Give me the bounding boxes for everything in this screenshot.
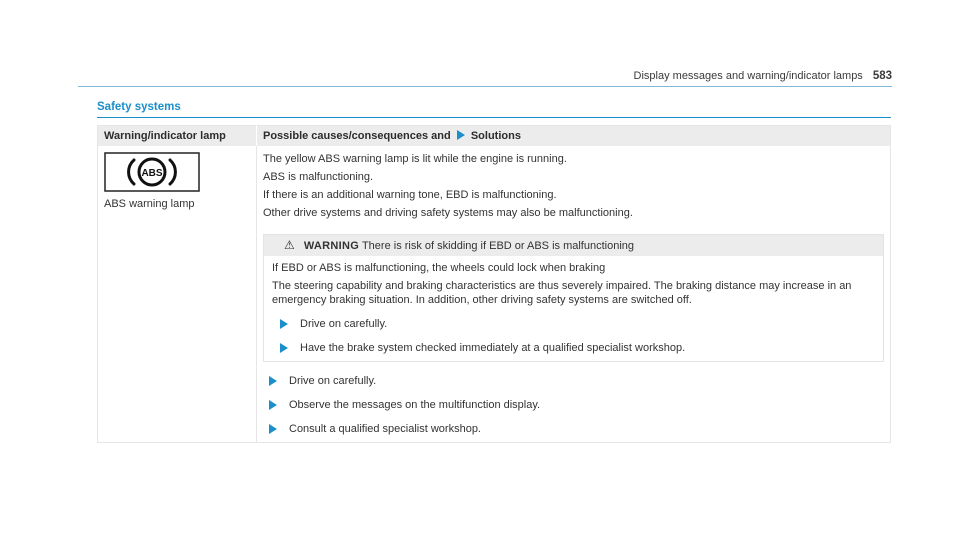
step-arrow-icon [269, 376, 277, 386]
warning-lamp-table [97, 125, 891, 443]
warning-step-text: Have the brake system checked immediately at a qualified specialist workshop. [300, 342, 686, 354]
column-header-lamp: Warning/indicator lamp [98, 126, 257, 147]
solution-step-text: Drive on carefully. [289, 375, 377, 387]
running-header [634, 70, 892, 82]
cause-line: The yellow ABS warning lamp is lit while the engine is running. [263, 153, 567, 165]
warning-text: The steering capability and braking characteristics are thus severely impaired. The braking distance may increase in an emergency braking situation. In addition, other driving safety systems are switched off. [272, 280, 852, 306]
warning-step-text: Drive on carefully. [300, 318, 388, 330]
running-title: Display messages and warning/indicator lamps [633, 70, 863, 82]
solution-step [269, 398, 884, 412]
column-header-causes-prefix: Possible causes/consequences and [263, 130, 451, 142]
warning-title: There is risk of skidding if EBD or ABS is malfunctioning [361, 240, 635, 252]
solution-arrow-icon [457, 130, 465, 140]
warning-label: WARNING [303, 240, 360, 252]
solution-step-text: Consult a qualified specialist workshop. [289, 423, 481, 435]
column-header-causes-suffix: Solutions [470, 130, 521, 142]
step-arrow-icon [280, 319, 288, 329]
step-arrow-icon [280, 343, 288, 353]
svg-text:ABS: ABS [141, 168, 163, 179]
lamp-label: ABS warning lamp [104, 198, 195, 210]
step-arrow-icon [269, 400, 277, 410]
warning-header [264, 235, 883, 256]
column-header-causes [257, 126, 891, 147]
section-rule [97, 117, 891, 118]
step-arrow-icon [269, 424, 277, 434]
header-rule [78, 86, 892, 87]
causes-cell [257, 146, 891, 443]
section-title: Safety systems [97, 101, 181, 113]
cause-line: Other drive systems and driving safety systems may also be malfunctioning. [263, 207, 633, 219]
lamp-cell [98, 146, 257, 443]
warning-triangle-icon: ⚠ [284, 238, 295, 252]
cause-line: If there is an additional warning tone, EBD is malfunctioning. [263, 189, 557, 201]
solution-step [269, 374, 884, 388]
table-row [98, 146, 891, 443]
warning-body [264, 256, 883, 361]
warning-box [263, 234, 884, 362]
warning-text: If EBD or ABS is malfunctioning, the wheels could lock when braking [272, 262, 606, 274]
table-header-row [98, 126, 891, 147]
solution-step-text: Observe the messages on the multifunction display. [289, 399, 541, 411]
page-number: 583 [872, 70, 892, 82]
abs-warning-icon [104, 152, 200, 192]
warning-step [280, 341, 877, 355]
warning-step [280, 317, 877, 331]
cause-line: ABS is malfunctioning. [263, 171, 374, 183]
solution-step [269, 422, 884, 436]
